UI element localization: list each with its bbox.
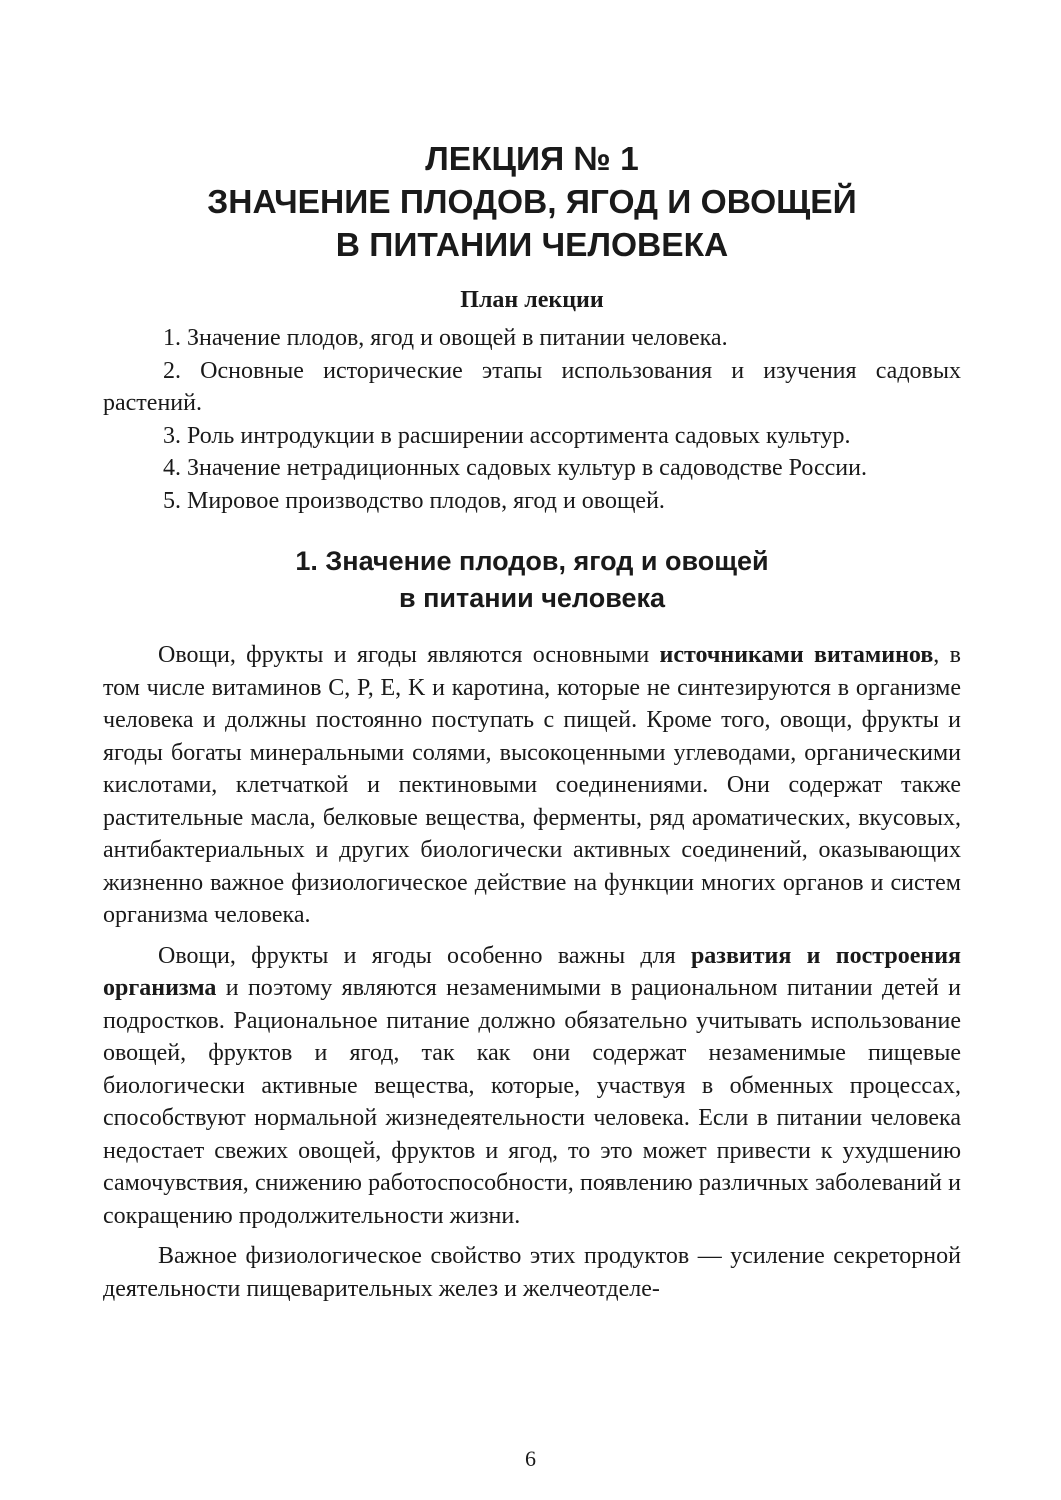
paragraph-2-bold-term: развития и построения организма (103, 942, 962, 1001)
plan-item-4: 4. Значение нетрадиционных садовых культур в садоводстве России. (163, 455, 867, 481)
page-number: 6 (525, 1446, 536, 1471)
lecture-title-line-1: ЛЕКЦИЯ № 1 (425, 141, 639, 178)
paragraph-2 (103, 940, 961, 1233)
paragraph-3: Важное физиологическое свойство этих продуктов — усиление секреторной деятельности пищеварительных желез и желчеотделе- (103, 1243, 961, 1302)
paragraph-1-text-end: , в том числе витаминов C, P, E, K и каротина, которые не синтезируются в организме человека и должны постоянно поступать с пищей. Кроме того, овощи, фрукты и ягоды богаты минеральными солями, высокоценными углеводами, органическими кислотами, клетчаткой и пектиновыми соединениями. Они содержат также растительные масла, белковые вещества, ферменты, ряд ароматических, вкусовых, антибактериальных и других биологически активных соединений, оказывающих жизненно важное физиологическое действие на функции многих органов и систем организма человека. (103, 642, 961, 928)
page-content (103, 138, 961, 1305)
paragraph-2-text-start: Овощи, фрукты и ягоды особенно важны для (158, 942, 691, 969)
paragraph-1-bold-term: источниками витаминов (659, 642, 934, 668)
lecture-title-line-2: ЗНАЧЕНИЕ ПЛОДОВ, ЯГОД И ОВОЩЕЙ (207, 184, 857, 221)
paragraph-1-text-start: Овощи, фрукты и ягоды являются основными (158, 642, 660, 668)
plan-item-3: 3. Роль интродукции в расширении ассортимента садовых культур. (163, 422, 851, 449)
section-title (103, 543, 961, 617)
plan-item-5: 5. Мировое производство плодов, ягод и овощей. (163, 487, 665, 514)
paragraph-1 (103, 639, 961, 932)
plan-item-1: 1. Значение плодов, ягод и овощей в питании человека. (163, 325, 728, 351)
lecture-title (103, 138, 961, 267)
plan-item-2: 2. Основные исторические этапы использования и изучения садовых растений. (103, 357, 961, 416)
section-title-line-2: в питании человека (398, 583, 666, 613)
section-title-line-1: 1. Значение плодов, ягод и овощей (295, 546, 769, 576)
paragraph-2-text-end: и поэтому являются незаменимыми в рациональном питании детей и подростков. Рациональное питание должно обязательно учитывать использование овощей, фруктов и ягод, так как они содержат незаменимые пищевые биологически активные вещества, которые, участвуя в обменных процессах, способствуют нормальной жизнедеятельности человека. Если в питании человека недостает свежих овощей, фруктов и ягод, то это может привести к ухудшению самочувствия, снижению работоспособности, появлению различных заболеваний и сокращению продолжительности жизни. (103, 975, 961, 1229)
lecture-title-line-3: В ПИТАНИИ ЧЕЛОВЕКА (335, 227, 729, 264)
plan-list (103, 322, 961, 517)
plan-title: План лекции (460, 287, 604, 313)
